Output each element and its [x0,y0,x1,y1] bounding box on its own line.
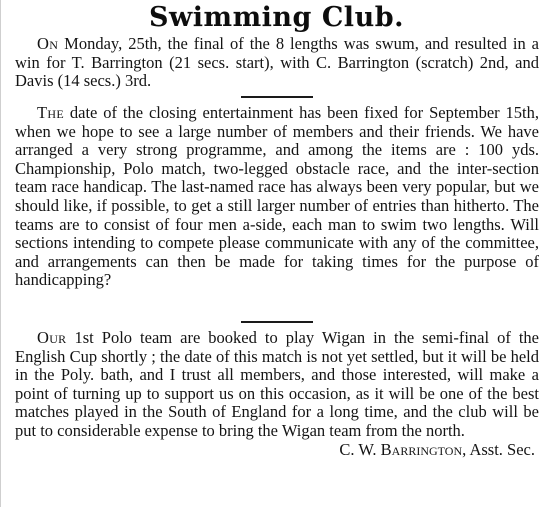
paragraph-polo-match [15,329,539,459]
section-heading: Swimming Club. [149,2,404,33]
signature [317,441,539,460]
signature-surname: Barrington [380,439,463,459]
paragraph-race-results [15,35,539,91]
paragraph-lead-word: The [37,103,64,122]
paragraph-closing-entertainment [15,104,539,290]
paragraph-lead-word: On [37,34,59,53]
section-divider [241,321,313,323]
signature-initials: C. W. [339,439,377,459]
section-divider [241,96,313,98]
paragraph-lead-word: Our [37,328,67,347]
paragraph-body: date of the closing entertainment has been fixed for September 15th, when we hope to see a large number of members and their friends. We have arranged a very strong programme, and among the items are : 100 yds. Championship, Polo match, two-legged obstacle race, and the inter-section team race handicap. The last-named race has always been very popular, but we should like, if possible, to get a still larger number of entries than hitherto. The teams are to consist of four men a-side, each man to swim two lengths. Will sections intending to compete please communicate with any of the committee, and arrangements can then be made for taking times for the purpose of handicapping? [15,103,539,290]
signature-title: , Asst. Sec. [462,439,535,459]
paragraph-body: 1st Polo team are booked to play Wigan in the semi-final of the English Cup shortly ; the date of this match is not yet settled, but it will be held in the Poly. bath, and I trust all members, and those interested, will make a point of turning up to support us on this occasion, as it will be one of the best matches played in the South of England for a long time, and the club will be put to considerable expense to bring the Wigan team from the north. [15,328,539,440]
paragraph-body: Monday, 25th, the final of the 8 lengths was swum, and resulted in a win for T. Barrington (21 secs. start), with C. Barrington (scratch) 2nd, and Davis (14 secs.) 3rd. [15,34,539,91]
